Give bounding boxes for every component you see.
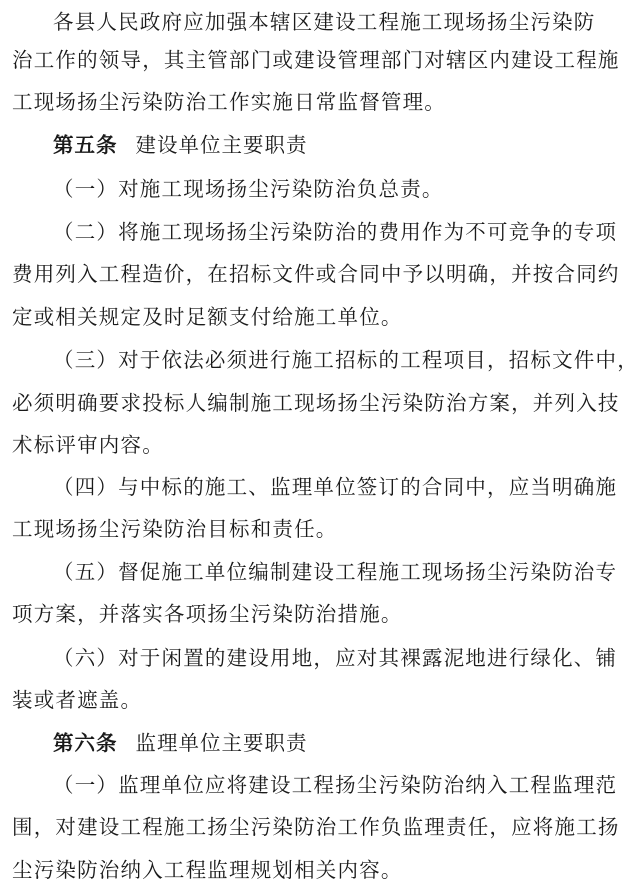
paragraph-line: （一）监理单位应将建设工程扬尘污染防治纳入工程监理范 <box>53 773 618 797</box>
paragraph-line: （三）对于依法必须进行施工招标的工程项目，招标文件中， <box>53 348 639 372</box>
paragraph-line: 围，对建设工程施工扬尘污染防治工作负监理责任，应将施工扬 <box>12 815 620 839</box>
article-number: 第五条 <box>53 133 118 157</box>
article-heading-5 <box>53 131 308 159</box>
paragraph-line: （六）对于闲置的建设用地，应对其裸露泥地进行绿化、铺 <box>53 646 618 670</box>
paragraph-line: 术标评审内容。 <box>12 433 164 457</box>
paragraph-line: 工现场扬尘污染防治工作实施日常监督管理。 <box>12 90 446 114</box>
paragraph-line: 尘污染防治纳入工程监理规划相关内容。 <box>12 858 403 882</box>
paragraph-line: 各县人民政府应加强本辖区建设工程施工现场扬尘污染防 <box>53 10 596 34</box>
paragraph-line: （一）对施工现场扬尘污染防治负总责。 <box>53 177 444 201</box>
article-heading-6 <box>53 729 308 757</box>
article-number: 第六条 <box>53 731 118 755</box>
paragraph-line: 工现场扬尘污染防治目标和责任。 <box>12 517 338 541</box>
paragraph-line: 治工作的领导，其主管部门或建设管理部门对辖区内建设工程施 <box>12 48 620 72</box>
paragraph-line: （二）将施工现场扬尘污染防治的费用作为不可竞争的专项 <box>53 220 618 244</box>
paragraph-line: （五）督促施工单位编制建设工程施工现场扬尘污染防治专 <box>53 560 618 584</box>
paragraph-line: （四）与中标的施工、监理单位签订的合同中，应当明确施 <box>53 475 618 499</box>
paragraph-line: 项方案，并落实各项扬尘污染防治措施。 <box>12 602 403 626</box>
paragraph-line: 定或相关规定及时足额支付给施工单位。 <box>12 305 403 329</box>
paragraph-line: 装或者遮盖。 <box>12 688 143 712</box>
article-title: 监理单位主要职责 <box>135 731 308 755</box>
article-title: 建设单位主要职责 <box>135 133 308 157</box>
paragraph-line: 费用列入工程造价，在招标文件或合同中予以明确，并按合同约 <box>12 262 620 286</box>
paragraph-line: 必须明确要求投标人编制施工现场扬尘污染防治方案，并列入技 <box>12 391 620 415</box>
